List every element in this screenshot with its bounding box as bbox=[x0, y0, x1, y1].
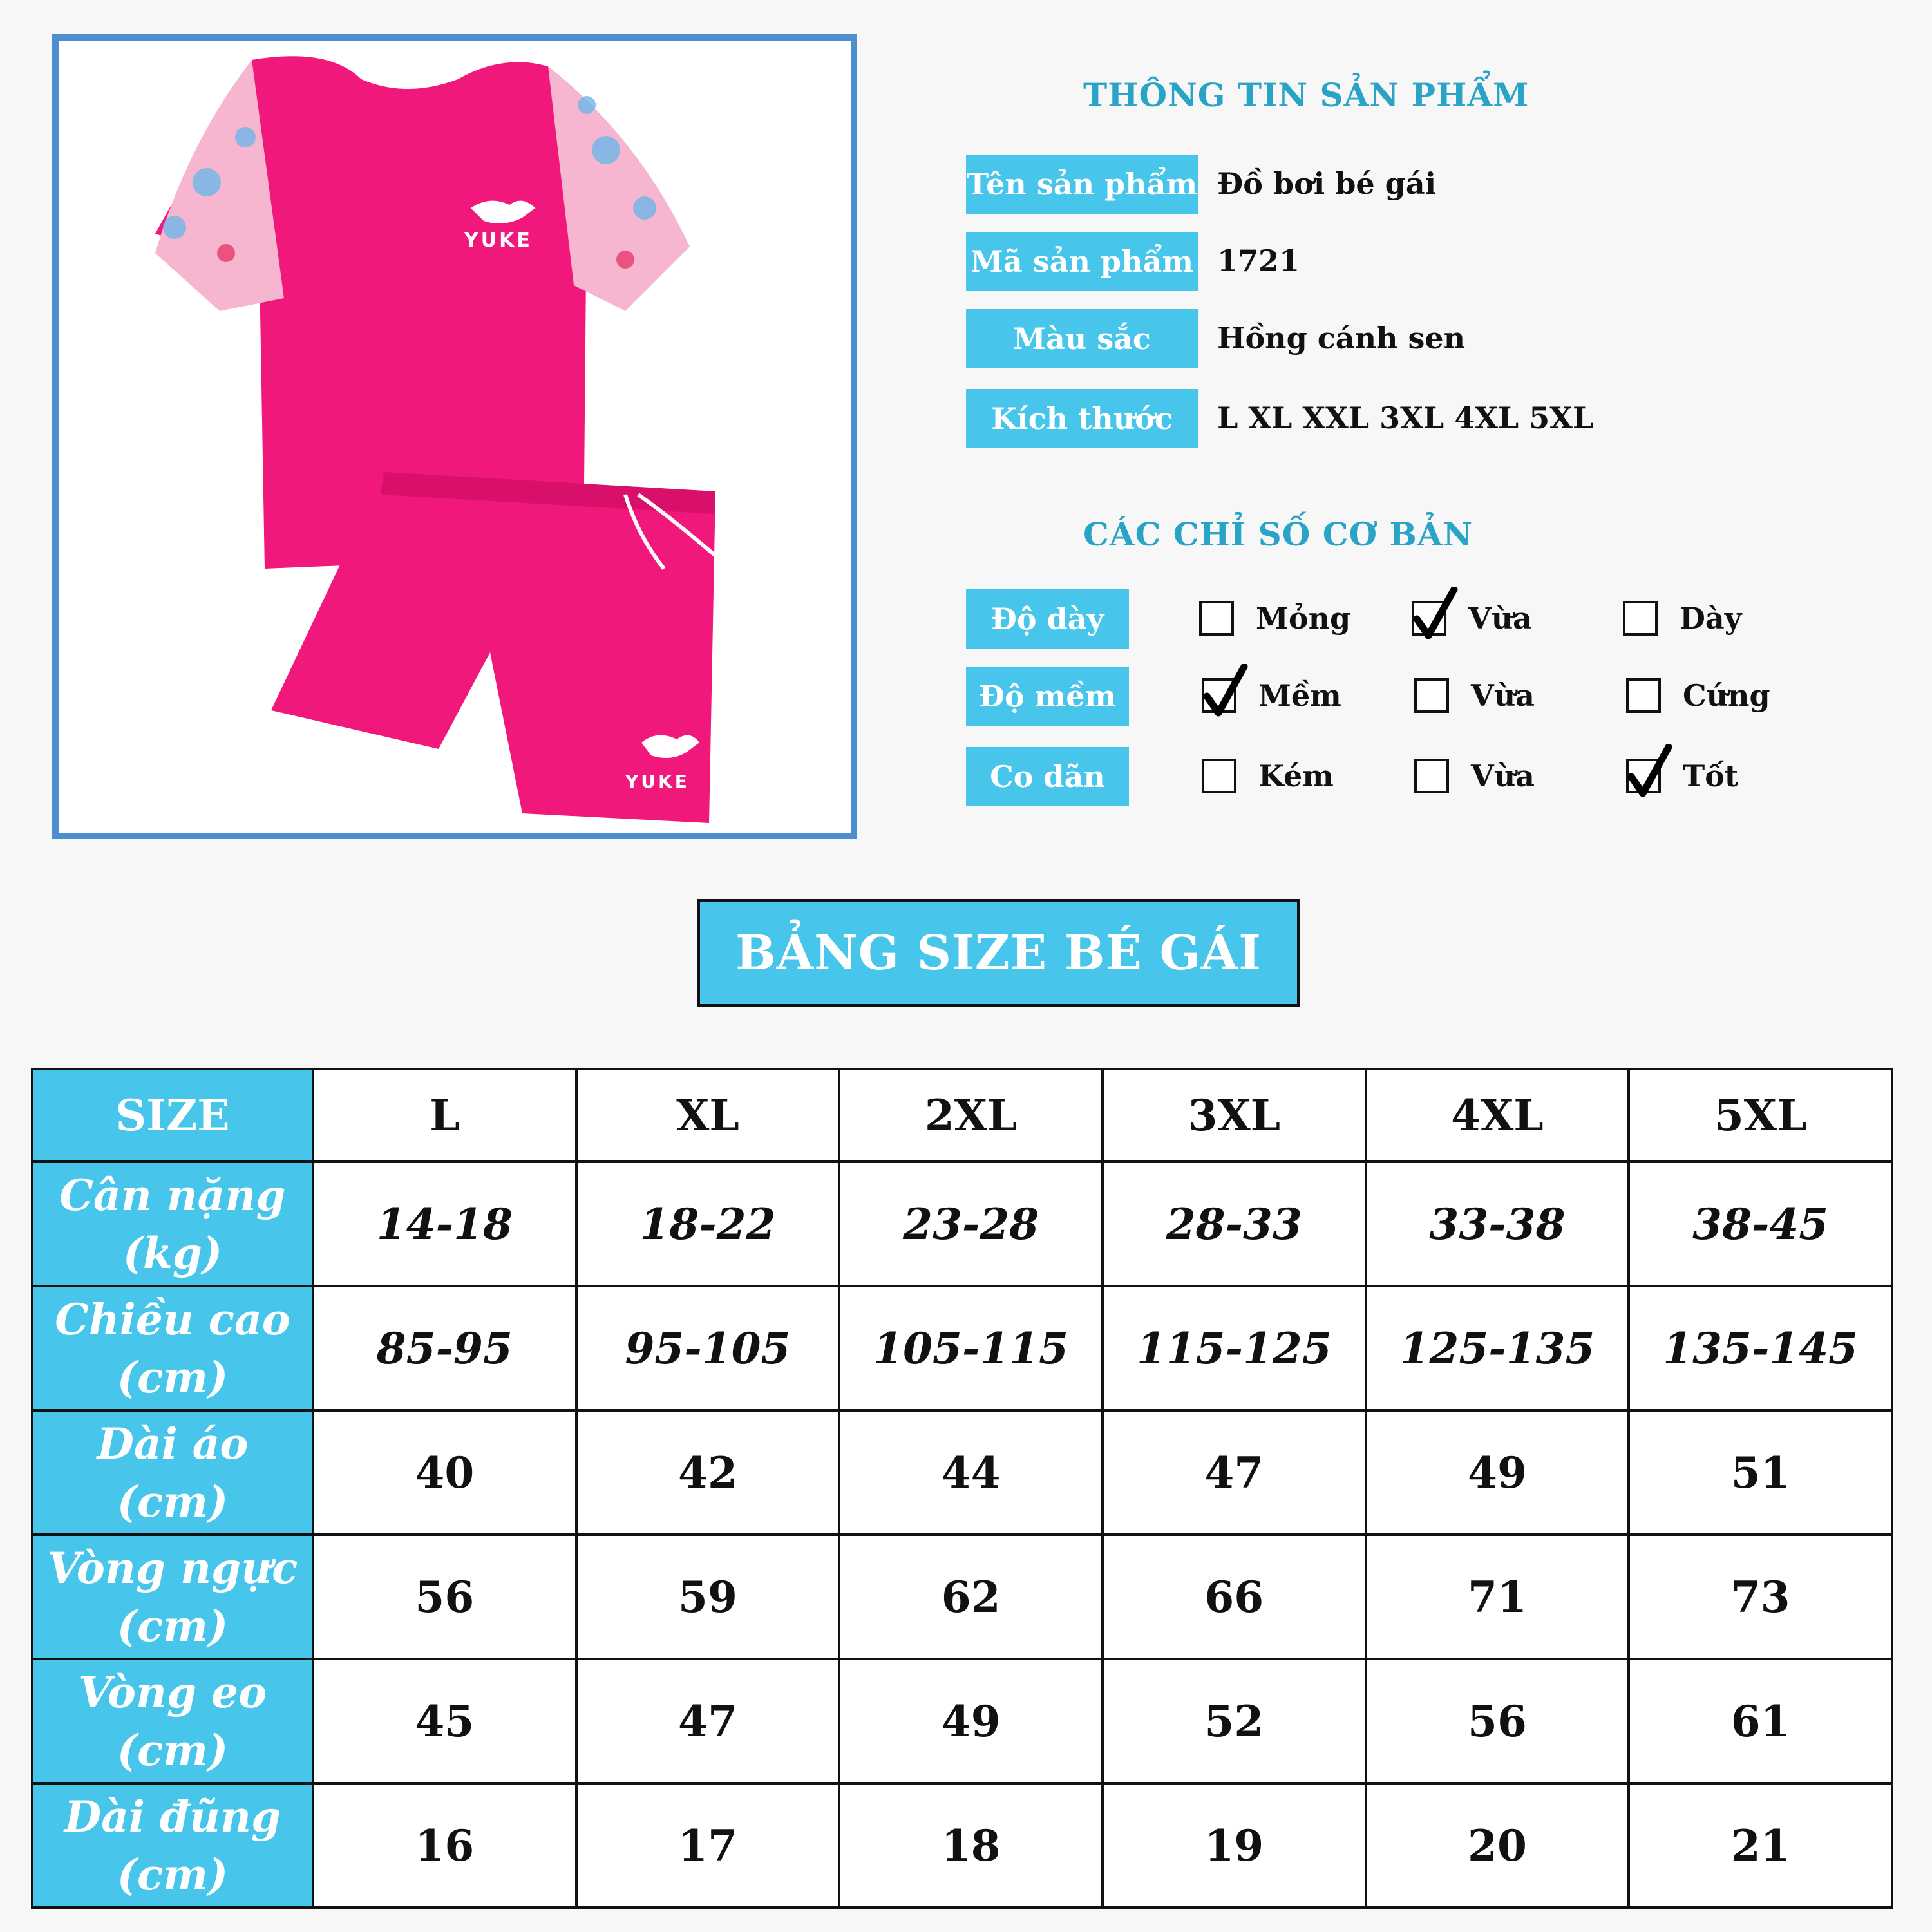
option-thickness-thick[interactable] bbox=[1623, 592, 1741, 644]
option-label: Vừa bbox=[1471, 759, 1535, 793]
table-row bbox=[32, 1783, 1892, 1908]
option-label: Mềm bbox=[1258, 678, 1341, 713]
size-table bbox=[31, 1068, 1893, 1909]
checkbox[interactable] bbox=[1202, 759, 1236, 793]
swimsuit-illustration bbox=[59, 41, 851, 833]
option-label: Dày bbox=[1680, 601, 1742, 636]
size-header-row bbox=[32, 1069, 1892, 1162]
indicator-label-elasticity: Co dãn bbox=[966, 747, 1129, 806]
option-label: Vừa bbox=[1471, 678, 1535, 713]
table-cell: 115-125 bbox=[1103, 1286, 1366, 1410]
row-label-shirt-length: Dài áo (cm) bbox=[32, 1410, 313, 1535]
product-info-title: THÔNG TIN SẢN PHẨM bbox=[1083, 76, 1530, 114]
check-mark-icon bbox=[1203, 664, 1248, 718]
option-thickness-medium[interactable] bbox=[1412, 592, 1532, 644]
table-row bbox=[32, 1410, 1892, 1535]
table-cell: 42 bbox=[576, 1410, 840, 1535]
info-value-size: L XL XXL 3XL 4XL 5XL bbox=[1217, 401, 1594, 435]
table-cell: 19 bbox=[1103, 1783, 1366, 1908]
option-elasticity-good[interactable] bbox=[1626, 750, 1738, 802]
table-cell: 18-22 bbox=[576, 1162, 840, 1286]
table-cell: 44 bbox=[839, 1410, 1103, 1535]
table-cell: 45 bbox=[313, 1659, 576, 1783]
table-cell: 17 bbox=[576, 1783, 840, 1908]
table-cell: 56 bbox=[313, 1535, 576, 1659]
table-cell: 56 bbox=[1366, 1659, 1629, 1783]
size-col-l: L bbox=[313, 1069, 576, 1162]
row-label-height: Chiều cao (cm) bbox=[32, 1286, 313, 1410]
option-thickness-thin[interactable] bbox=[1199, 592, 1350, 644]
checkbox[interactable] bbox=[1414, 759, 1449, 793]
table-cell: 16 bbox=[313, 1783, 576, 1908]
table-cell: 59 bbox=[576, 1535, 840, 1659]
table-row bbox=[32, 1286, 1892, 1410]
info-label-name: Tên sản phẩm bbox=[966, 155, 1198, 214]
checkbox-checked[interactable] bbox=[1412, 601, 1446, 636]
option-label: Mỏng bbox=[1256, 601, 1351, 636]
table-cell: 125-135 bbox=[1366, 1286, 1629, 1410]
brand-logo-shirt: YUKE bbox=[464, 229, 533, 252]
table-cell: 85-95 bbox=[313, 1286, 576, 1410]
table-row bbox=[32, 1535, 1892, 1659]
table-cell: 14-18 bbox=[313, 1162, 576, 1286]
table-cell: 95-105 bbox=[576, 1286, 840, 1410]
check-mark-icon bbox=[1627, 744, 1672, 799]
table-cell: 105-115 bbox=[839, 1286, 1103, 1410]
table-cell: 20 bbox=[1366, 1783, 1629, 1908]
indicator-label-softness: Độ mềm bbox=[966, 667, 1129, 726]
info-label-size: Kích thước bbox=[966, 389, 1198, 448]
checkbox-checked[interactable] bbox=[1626, 759, 1661, 793]
size-chart-banner: BẢNG SIZE BÉ GÁI bbox=[697, 899, 1300, 1007]
row-label-weight: Cân nặng (kg) bbox=[32, 1162, 313, 1286]
table-cell: 47 bbox=[1103, 1410, 1366, 1535]
indicators-title: CÁC CHỈ SỐ CƠ BẢN bbox=[1083, 515, 1473, 553]
table-cell: 71 bbox=[1366, 1535, 1629, 1659]
table-cell: 23-28 bbox=[839, 1162, 1103, 1286]
info-label-color: Màu sắc bbox=[966, 309, 1198, 368]
option-elasticity-poor[interactable] bbox=[1202, 750, 1334, 802]
table-cell: 61 bbox=[1629, 1659, 1892, 1783]
row-label-chest: Vòng ngực (cm) bbox=[32, 1535, 313, 1659]
option-label: Tốt bbox=[1683, 759, 1739, 793]
option-softness-medium[interactable] bbox=[1414, 670, 1535, 721]
table-cell: 40 bbox=[313, 1410, 576, 1535]
table-cell: 135-145 bbox=[1629, 1286, 1892, 1410]
table-cell: 47 bbox=[576, 1659, 840, 1783]
table-cell: 18 bbox=[839, 1783, 1103, 1908]
info-value-name: Đồ bơi bé gái bbox=[1217, 166, 1437, 201]
product-photo bbox=[52, 34, 857, 839]
table-row bbox=[32, 1659, 1892, 1783]
table-cell: 49 bbox=[839, 1659, 1103, 1783]
table-cell: 52 bbox=[1103, 1659, 1366, 1783]
size-col-3xl: 3XL bbox=[1103, 1069, 1366, 1162]
option-label: Vừa bbox=[1468, 601, 1532, 636]
size-col-5xl: 5XL bbox=[1629, 1069, 1892, 1162]
table-cell: 51 bbox=[1629, 1410, 1892, 1535]
checkbox[interactable] bbox=[1414, 678, 1449, 713]
table-cell: 28-33 bbox=[1103, 1162, 1366, 1286]
table-cell: 66 bbox=[1103, 1535, 1366, 1659]
checkbox[interactable] bbox=[1626, 678, 1661, 713]
table-cell: 73 bbox=[1629, 1535, 1892, 1659]
brand-logo-shorts: YUKE bbox=[625, 771, 690, 792]
table-cell: 62 bbox=[839, 1535, 1103, 1659]
checkbox[interactable] bbox=[1199, 601, 1234, 636]
size-col-xl: XL bbox=[576, 1069, 840, 1162]
check-mark-icon bbox=[1413, 587, 1458, 641]
option-elasticity-medium[interactable] bbox=[1414, 750, 1535, 802]
table-cell: 49 bbox=[1366, 1410, 1629, 1535]
size-col-2xl: 2XL bbox=[839, 1069, 1103, 1162]
option-softness-hard[interactable] bbox=[1626, 670, 1770, 721]
option-label: Kém bbox=[1258, 759, 1334, 793]
size-header-label: SIZE bbox=[32, 1069, 313, 1162]
row-label-waist: Vòng eo (cm) bbox=[32, 1659, 313, 1783]
table-cell: 21 bbox=[1629, 1783, 1892, 1908]
info-label-code: Mã sản phẩm bbox=[966, 232, 1198, 291]
option-softness-soft[interactable] bbox=[1202, 670, 1341, 721]
info-value-code: 1721 bbox=[1217, 243, 1300, 278]
table-cell: 38-45 bbox=[1629, 1162, 1892, 1286]
info-value-color: Hồng cánh sen bbox=[1217, 321, 1466, 355]
checkbox[interactable] bbox=[1623, 601, 1658, 636]
checkbox-checked[interactable] bbox=[1202, 678, 1236, 713]
indicator-label-thickness: Độ dày bbox=[966, 589, 1129, 649]
size-col-4xl: 4XL bbox=[1366, 1069, 1629, 1162]
row-label-crotch-length: Dài đũng (cm) bbox=[32, 1783, 313, 1908]
table-cell: 33-38 bbox=[1366, 1162, 1629, 1286]
table-row bbox=[32, 1162, 1892, 1286]
option-label: Cứng bbox=[1683, 678, 1770, 713]
